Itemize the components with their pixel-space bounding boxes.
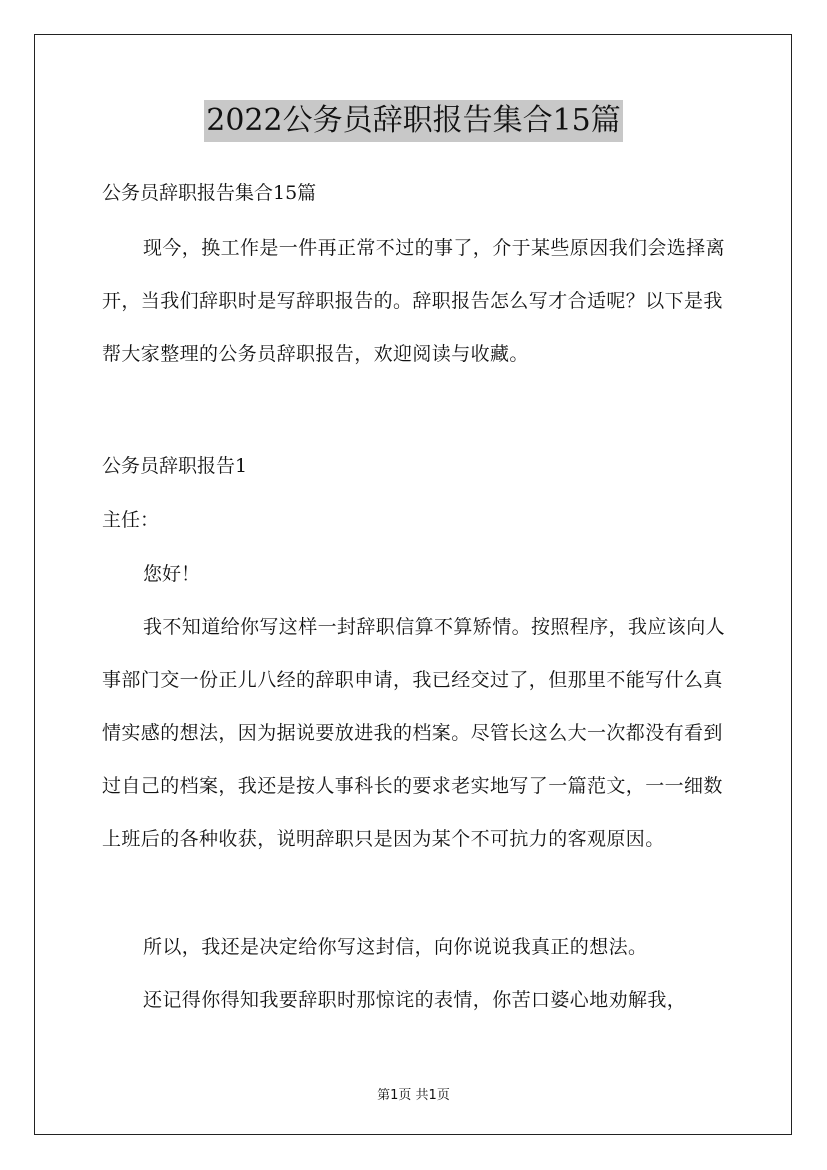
document-title: 2022公务员辞职报告集合15篇 <box>204 100 623 142</box>
body-paragraph-3: 还记得你得知我要辞职时那惊诧的表情，你苦口婆心地劝解我， <box>143 989 687 1011</box>
subtitle: 公务员辞职报告集合15篇 <box>102 182 317 204</box>
greeting: 您好！ <box>143 563 201 585</box>
report-heading: 公务员辞职报告1 <box>102 455 248 477</box>
body-paragraph-2: 所以，我还是决定给你写这封信，向你说说我真正的想法。 <box>143 936 648 958</box>
salutation: 主任： <box>102 509 160 531</box>
intro-paragraph: 现今，换工作是一件再正常不过的事了，介于某些原因我们会选择离开，当我们辞职时是写辞职报告的。辞职报告怎么写才合适呢？以下是我帮大家整理的公务员辞职报告，欢迎阅读与收藏。 <box>102 237 726 365</box>
body-paragraph-1: 我不知道给你写这样一封辞职信算不算矫情。按照程序，我应该向人事部门交一份正儿八经的辞职申请，我已经交过了，但那里不能写什么真情实感的想法，因为据说要放进我的档案。尽管长这么大一次都没有看到过自己的档案，我还是按人事科长的要求老实地写了一篇范文，一一细数上班后的各种收获，说明辞职只是因为某个不可抗力的客观原因。 <box>102 616 726 850</box>
page-footer: 第1页 共1页 <box>377 1088 450 1103</box>
document-title-wrap <box>0 100 827 142</box>
